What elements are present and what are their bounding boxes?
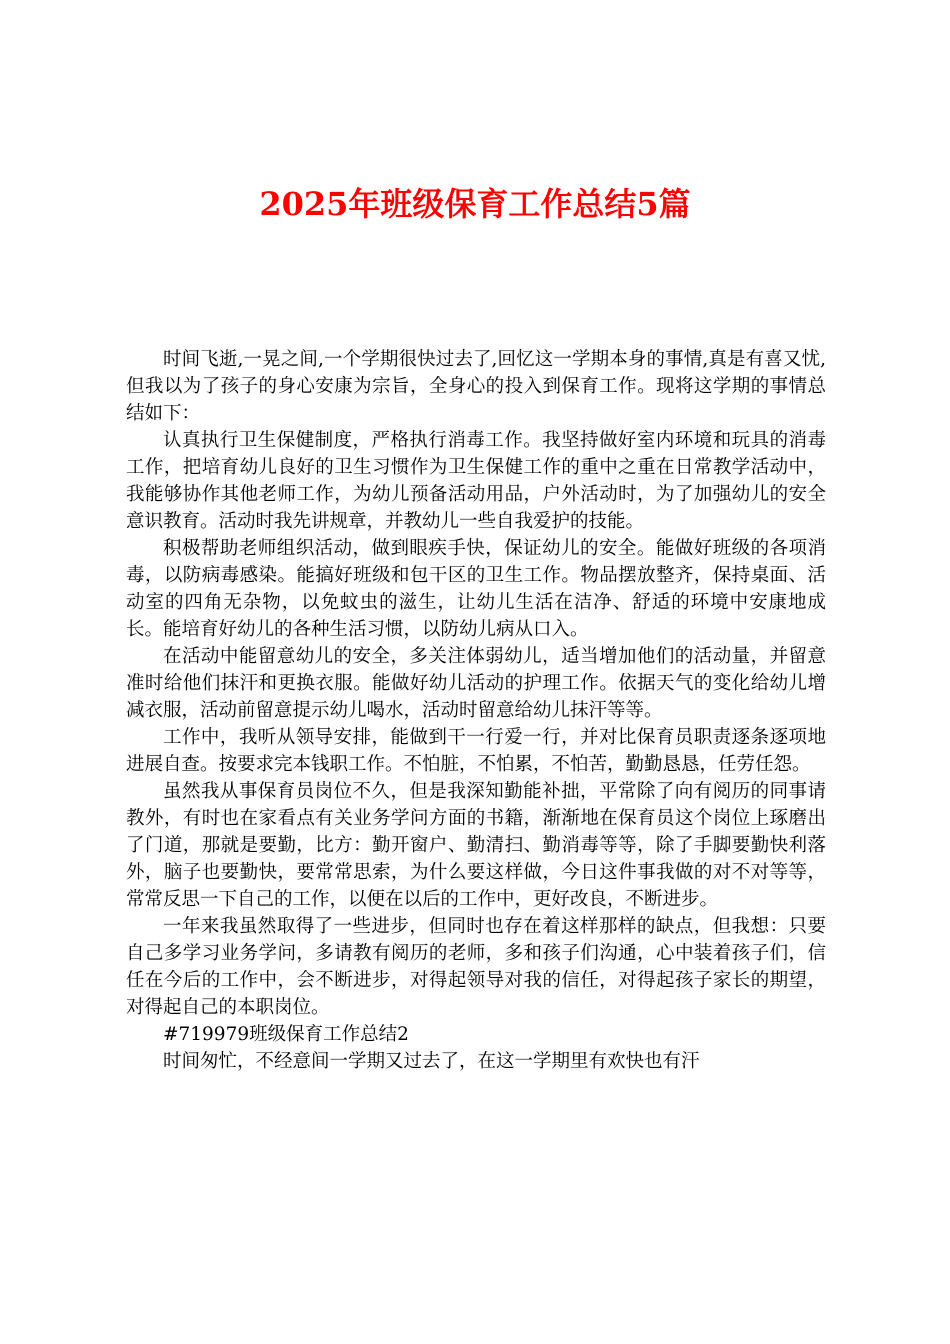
paragraph: 时间匆忙，不经意间一学期又过去了，在这一学期里有欢快也有汗	[163, 1051, 700, 1072]
paragraph: 在活动中能留意幼儿的安全，多关注体弱幼儿，适当增加他们的活动量，并留意准时给他们抹汗和更换衣服。能做好幼儿活动的护理工作。依据天气的变化给幼儿增减衣服，活动前留意提示幼儿喝水，活动时留意给幼儿抹汗等等。	[126, 646, 826, 721]
document-title: 2025年班级保育工作总结5篇	[259, 185, 691, 223]
paragraph: 工作中，我听从领导安排，能做到干一行爱一行，并对比保育员职责逐条逐项地进展自查。按要求完本钱职工作。不怕脏，不怕累，不怕苦，勤勤恳恳，任劳任怨。	[126, 727, 826, 775]
section-heading: #719979班级保育工作总结2	[163, 1024, 409, 1045]
paragraph: 认真执行卫生保健制度，严格执行消毒工作。我坚持做好室内环境和玩具的消毒工作，把培育幼儿良好的卫生习惯作为卫生保健工作的重中之重在日常教学活动中，我能够协作其他老师工作，为幼儿预备活动用品，户外活动时，为了加强幼儿的安全意识教育。活动时我先讲规章，并教幼儿一些自我爱护的技能。	[126, 430, 826, 532]
paragraph: 虽然我从事保育员岗位不久，但是我深知勤能补拙，平常除了向有阅历的同事请教外，有时也在家看点有关业务学问方面的书籍，渐渐地在保育员这个岗位上琢磨出了门道，那就是要勤，比方：勤开窗户、勤清扫、勤消毒等等，除了手脚要勤快利落外，脑子也要勤快，要常常思索，为什么要这样做，今日这件事我做的对不对等等，常常反思一下自己的工作，以便在以后的工作中，更好改良，不断进步。	[126, 781, 826, 910]
paragraph: 积极帮助老师组织活动，做到眼疾手快，保证幼儿的安全。能做好班级的各项消毒，以防病毒感染。能搞好班级和包干区的卫生工作。物品摆放整齐，保持桌面、活动室的四角无杂物，以免蚊虫的滋生，让幼儿生活在洁净、舒适的环境中安康地成长。能培育好幼儿的各种生活习惯，以防幼儿病从口入。	[126, 538, 826, 640]
paragraph: 时间飞逝,一晃之间,一个学期很快过去了,回忆这一学期本身的事情,真是有喜又忧,但我以为了孩子的身心安康为宗旨，全身心的投入到保育工作。现将这学期的事情总结如下：	[126, 349, 826, 424]
paragraph: 一年来我虽然取得了一些进步，但同时也存在着这样那样的缺点，但我想：只要自己多学习业务学问，多请教有阅历的老师，多和孩子们沟通，心中装着孩子们，信任在今后的工作中，会不断进步，对得起领导对我的信任，对得起孩子家长的期望，对得起自己的本职岗位。	[126, 916, 826, 1018]
document-body	[126, 346, 826, 1075]
